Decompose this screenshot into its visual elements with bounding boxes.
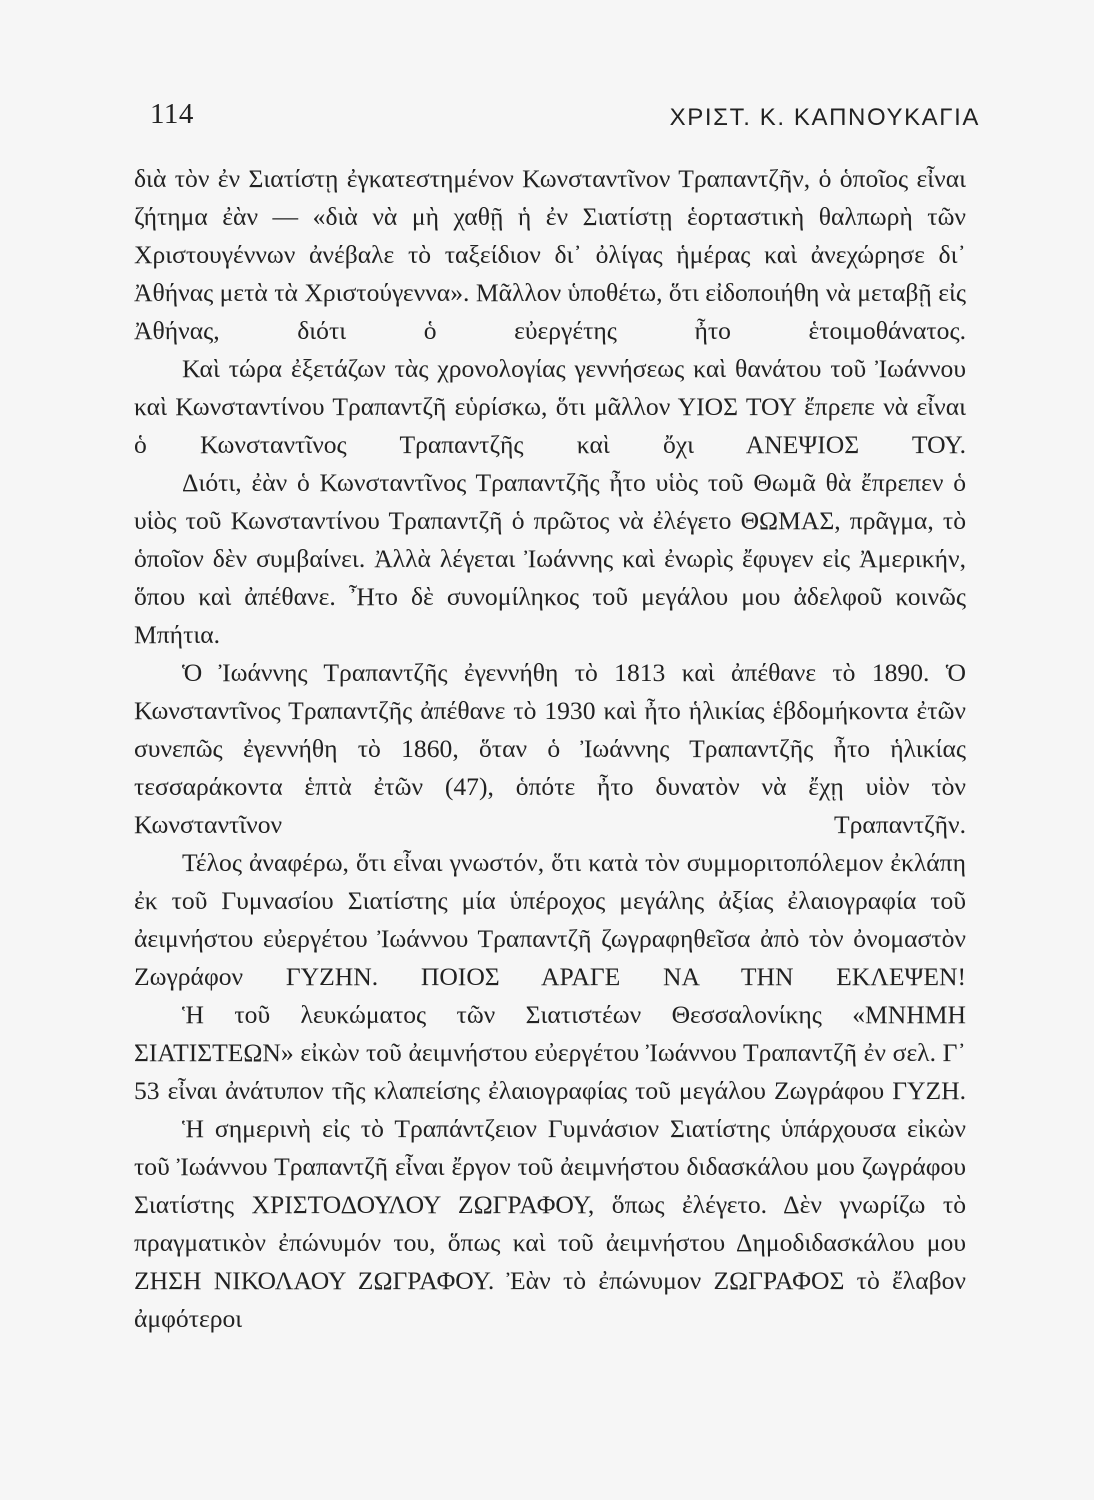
paragraph-6: Ἡ τοῦ λευκώματος τῶν Σιατιστέων Θεσσαλονίκης «ΜΝΗΜΗ ΣΙΑΤΙΣΤΕΩΝ» εἰκὼν τοῦ ἀειμνήστου εὐεργέτου Ἰωάννου Τραπαντζῆ ἐν σελ. Γ᾽ 53 εἶναι ἀνάτυπον τῆς κλαπείσης ἐλαιογραφίας τοῦ μεγάλου Ζωγράφου ΓΥΖΗ. [134,1000,966,1105]
paragraph-2: Καὶ τώρα ἐξετάζων τὰς χρονολογίας γεννήσεως καὶ θανάτου τοῦ Ἰωάννου καὶ Κωνσταντίνου Τραπαντζῆ εὑρίσκω, ὅτι μᾶλλον ΥΙΟΣ ΤΟΥ ἔπρεπε νὰ εἶναι ὁ Κωνσταντῖνος Τραπαντζῆς καὶ ὄχι ΑΝΕΨΙΟΣ ΤΟΥ. [134,354,966,459]
running-head-title: ΧΡΙΣΤ. Κ. ΚΑΠΝΟΥΚΑΓΙΑ [669,104,980,131]
paragraph-5: Τέλος ἀναφέρω, ὅτι εἶναι γνωστόν, ὅτι κατὰ τὸν συμμοριτοπόλεμον ἐκλάπη ἐκ τοῦ Γυμνασίου Σιατίστης μία ὑπέροχος μεγάλης ἀξίας ἐλαιογραφία τοῦ ἀειμνήστου εὐεργέτου Ἰωάννου Τραπαντζῆ ζωγραφηθεῖσα ἀπὸ τὸν ὀνομαστὸν Ζωγράφον ΓΥΖΗΝ. ΠΟΙΟΣ ΑΡΑΓΕ ΝΑ ΤΗΝ ΕΚΛΕΨΕΝ! [134,848,966,991]
body-text [134,160,966,1338]
running-head [134,92,980,152]
paragraph-3: Διότι, ἐὰν ὁ Κωνσταντῖνος Τραπαντζῆς ἦτο υἱὸς τοῦ Θωμᾶ θὰ ἔπρεπεν ὁ υἱὸς τοῦ Κωνσταντίνου Τραπαντζῆ ὁ πρῶτος νὰ ἐλέγετο ΘΩΜΑΣ, πρᾶγμα, τὸ ὁποῖον δὲν συμβαίνει. Ἀλλὰ λέγεται Ἰωάννης καὶ ἐνωρὶς ἔφυγεν εἰς Ἀμερικήν, ὅπου καὶ ἀπέθανε. Ἦτο δὲ συνομίληκος τοῦ μεγάλου μου ἀδελφοῦ κοινῶς Μπήτια. [134,468,966,649]
paragraph-1: διὰ τὸν ἐν Σιατίστῃ ἐγκατεστημένον Κωνσταντῖνον Τραπαντζῆν, ὁ ὁποῖος εἶναι ζήτημα ἐὰν — «διὰ νὰ μὴ χαθῇ ἡ ἐν Σιατίστῃ ἑορταστικὴ θαλπωρὴ τῶν Χριστουγέννων ἀνέβαλε τὸ ταξείδιον δι᾽ ὀλίγας ἡμέρας καὶ ἀνεχώρησε δι᾽ Ἀθήνας μετὰ τὰ Χριστούγεννα». Μᾶλλον ὑποθέτω, ὅτι εἰδοποιήθη νὰ μεταβῇ εἰς Ἀθήνας, διότι ὁ εὐεργέτης ἦτο ἑτοιμοθάνατος. [134,164,966,345]
page-number: 114 [150,98,194,130]
paragraph-7: Ἡ σημερινὴ εἰς τὸ Τραπάντζειον Γυμνάσιον Σιατίστης ὑπάρχουσα εἰκὼν τοῦ Ἰωάννου Τραπαντζῆ εἶναι ἔργον τοῦ ἀειμνήστου διδασκάλου μου ζωγράφου Σιατίστης ΧΡΙΣΤΟΔΟΥΛΟΥ ΖΩΓΡΑΦΟΥ, ὅπως ἐλέγετο. Δὲν γνωρίζω τὸ πραγματικὸν ἐπώνυμόν του, ὅπως καὶ τοῦ ἀειμνήστου Δημοδιδασκάλου μου ΖΗΣΗ ΝΙΚΟΛΑΟΥ ΖΩΓΡΑΦΟΥ. Ἐὰν τὸ ἐπώνυμον ΖΩΓΡΑΦΟΣ τὸ ἔλαβον ἀμφότεροι [134,1114,966,1333]
paragraph-4: Ὁ Ἰωάννης Τραπαντζῆς ἐγεννήθη τὸ 1813 καὶ ἀπέθανε τὸ 1890. Ὁ Κωνσταντῖνος Τραπαντζῆς ἀπέθανε τὸ 1930 καὶ ἦτο ἡλικίας ἑβδομήκοντα ἐτῶν συνεπῶς ἐγεννήθη τὸ 1860, ὅταν ὁ Ἰωάννης Τραπαντζῆς ἦτο ἡλικίας τεσσαράκοντα ἑπτὰ ἐτῶν (47), ὁπότε ἦτο δυνατὸν νὰ ἔχῃ υἱὸν τὸν Κωνσταντῖνον Τραπαντζῆν. [134,658,966,839]
